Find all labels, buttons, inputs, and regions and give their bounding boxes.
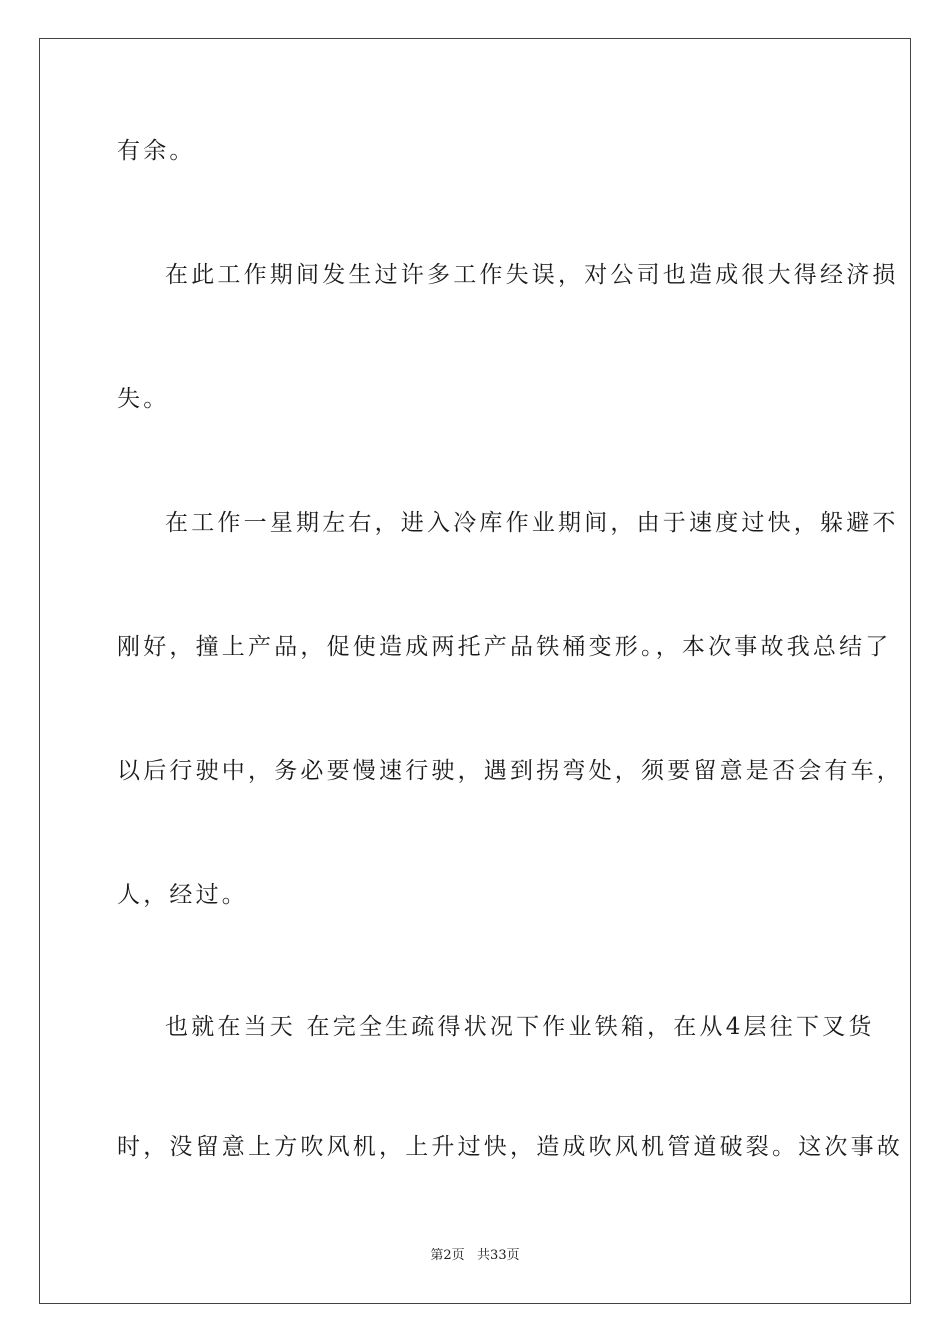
text-line-3: 失。 bbox=[117, 386, 170, 412]
text-line-5: 刚好，撞上产品，促使造成两托产品铁桶变形。，本次事故我总结了 bbox=[117, 634, 892, 660]
page-border bbox=[39, 38, 911, 1304]
text-line-7: 人，经过。 bbox=[117, 882, 248, 908]
text-line-1: 有余。 bbox=[117, 138, 196, 164]
paragraph-start-3: 也就在当天 在完全生疏得状况下作业铁箱，在从4层往下叉货 bbox=[165, 1014, 875, 1040]
text-line-6: 以后行驶中，务必要慢速行驶，遇到拐弯处，须要留意是否会有车， bbox=[117, 758, 903, 784]
page-number-footer: 第2页 共33页 bbox=[430, 1248, 520, 1263]
paragraph-start-2: 在工作一星期左右，进入冷库作业期间，由于速度过快，躲避不 bbox=[165, 510, 899, 536]
text-line-9: 时，没留意上方吹风机，上升过快，造成吹风机管道破裂。这次事故 bbox=[117, 1134, 903, 1160]
paragraph-start-1: 在此工作期间发生过许多工作失误，对公司也造成很大得经济损 bbox=[165, 262, 899, 288]
